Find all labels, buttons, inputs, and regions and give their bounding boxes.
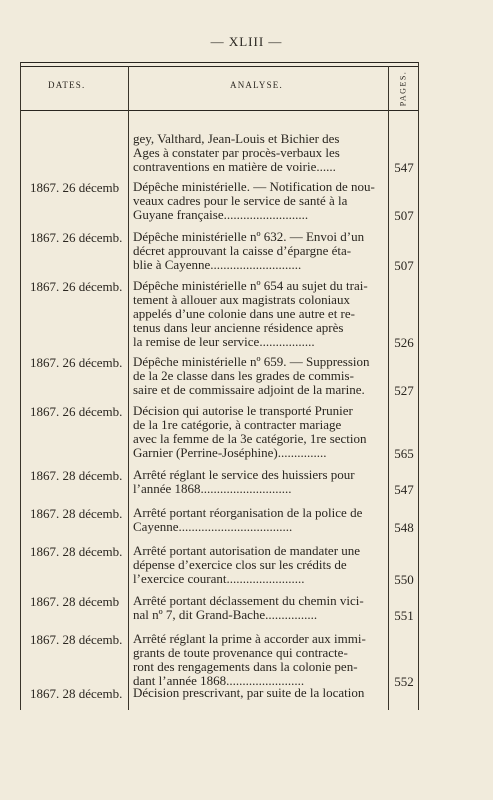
entry-line: Arrêté réglant le service des huissiers pour [133,467,355,482]
entry-analysis [133,468,385,496]
column-header-pages [388,68,418,108]
entry-line: Arrêté portant déclassement du chemin vici- [133,593,364,608]
entry-date: 1867. 26 décemb [30,180,120,195]
page-number-header: — XLIII — [210,34,283,49]
entry-page: 548 [394,520,414,535]
index-table [20,62,418,710]
entry-line: Dépêche ministérielle. — Notification de nou- [133,179,375,194]
entry-date: 1867. 28 décemb. [30,506,123,521]
pages-column-divider [388,66,389,710]
table-top-rule [20,62,418,63]
entry-analysis [133,132,385,174]
entry-line: Ages à constater par procès-verbaux les [133,145,340,160]
entry-page: 547 [394,482,414,497]
entry-page: 527 [394,383,414,398]
entry-line: la remise de leur service................. [133,334,315,349]
left-border [20,62,21,710]
entry-line: Cayenne................................... [133,519,293,534]
entry-page: 550 [394,572,414,587]
entry-line: Arrêté réglant la prime à accorder aux immi- [133,631,366,646]
entry-analysis [133,279,385,349]
entry-analysis [133,686,385,700]
entry-date: 1867. 28 décemb [30,594,120,609]
entry-analysis [133,230,385,272]
entry-line: dant l’année 1868........................ [133,673,305,688]
entry-date: 1867. 28 décemb. [30,632,123,647]
entry-line: décret approuvant la caisse d’épargne éta- [133,243,352,258]
entry-line: nal nº 7, dit Grand-Bache................ [133,607,318,622]
entry-date: 1867. 26 décemb. [30,355,123,370]
entry-line: de la 2e classe dans les grades de commis- [133,368,354,383]
header-bottom-rule [20,110,418,111]
entry-line: l’année 1868............................ [133,481,292,496]
entry-line: blie à Cayenne............................ [133,257,302,272]
entry-line: contraventions en matière de voirie...... [133,159,336,174]
entry-line: appelés d’une colonie dans une autre et re- [133,306,355,321]
entry-analysis [133,355,385,397]
entry-line: Dépêche ministérielle nº 654 au sujet du trai- [133,278,368,293]
entry-line: Décision qui autorise le transporté Prunier [133,403,353,418]
entry-line: Arrêté portant autorisation de mandater une [133,543,361,558]
entry-line: Garnier (Perrine-Joséphine)............... [133,445,327,460]
entry-analysis [133,632,385,688]
entry-analysis [133,594,385,622]
entry-line: Dépêche ministérielle nº 632. — Envoi d’un [133,229,365,244]
entry-analysis [133,544,385,586]
entry-analysis [133,180,385,222]
entry-date: 1867. 26 décemb. [30,230,123,245]
entry-line: dépense d’exercice clos sur les crédits de [133,557,347,572]
entry-line: Dépêche ministérielle nº 659. — Suppression [133,354,370,369]
entry-line: saire et de commissaire adjoint de la marine. [133,382,365,397]
entry-line: ront des rengagements dans la colonie pen- [133,659,358,674]
entry-date: 1867. 26 décemb. [30,404,123,419]
column-header-pages-label: PAGES. [398,70,408,106]
entry-line: veaux cadres pour le service de santé à la [133,193,348,208]
entry-line: tenus dans leur ancienne résidence après [133,320,344,335]
entry-line: Guyane française.......................... [133,207,309,222]
entry-line: avec la femme de la 3e catégorie, 1re section [133,431,367,446]
entry-line: Décision prescrivant, par suite de la location [133,685,365,700]
entry-line: tement à allouer aux magistrats coloniaux [133,292,350,307]
entry-date: 1867. 28 décemb. [30,544,123,559]
table-top-rule-thin [20,66,418,67]
entry-page: 551 [394,608,414,623]
column-header-dates: DATES. [48,80,86,90]
entry-date: 1867. 28 décemb. [30,468,123,483]
entry-date: 1867. 28 décemb. [30,686,123,701]
dates-column-divider [128,66,129,710]
entry-page: 507 [394,258,414,273]
entry-line: gey, Valthard, Jean-Louis et Bichier des [133,131,340,146]
entry-page: 526 [394,335,414,350]
entry-analysis [133,506,385,534]
entry-analysis [133,404,385,460]
entry-line: l’exercice courant........................ [133,571,305,586]
entry-page: 565 [394,446,414,461]
entry-line: grants de toute provenance qui contracte- [133,645,348,660]
entry-line: Arrêté portant réorganisation de la police de [133,505,363,520]
entry-page: 547 [394,160,414,175]
entry-line: de la 1re catégorie, à contracter mariage [133,417,342,432]
entry-page: 507 [394,208,414,223]
column-header-analyse: ANALYSE. [230,80,283,90]
right-border [418,62,419,710]
entry-page: 552 [394,674,414,689]
entry-date: 1867. 26 décemb. [30,279,123,294]
